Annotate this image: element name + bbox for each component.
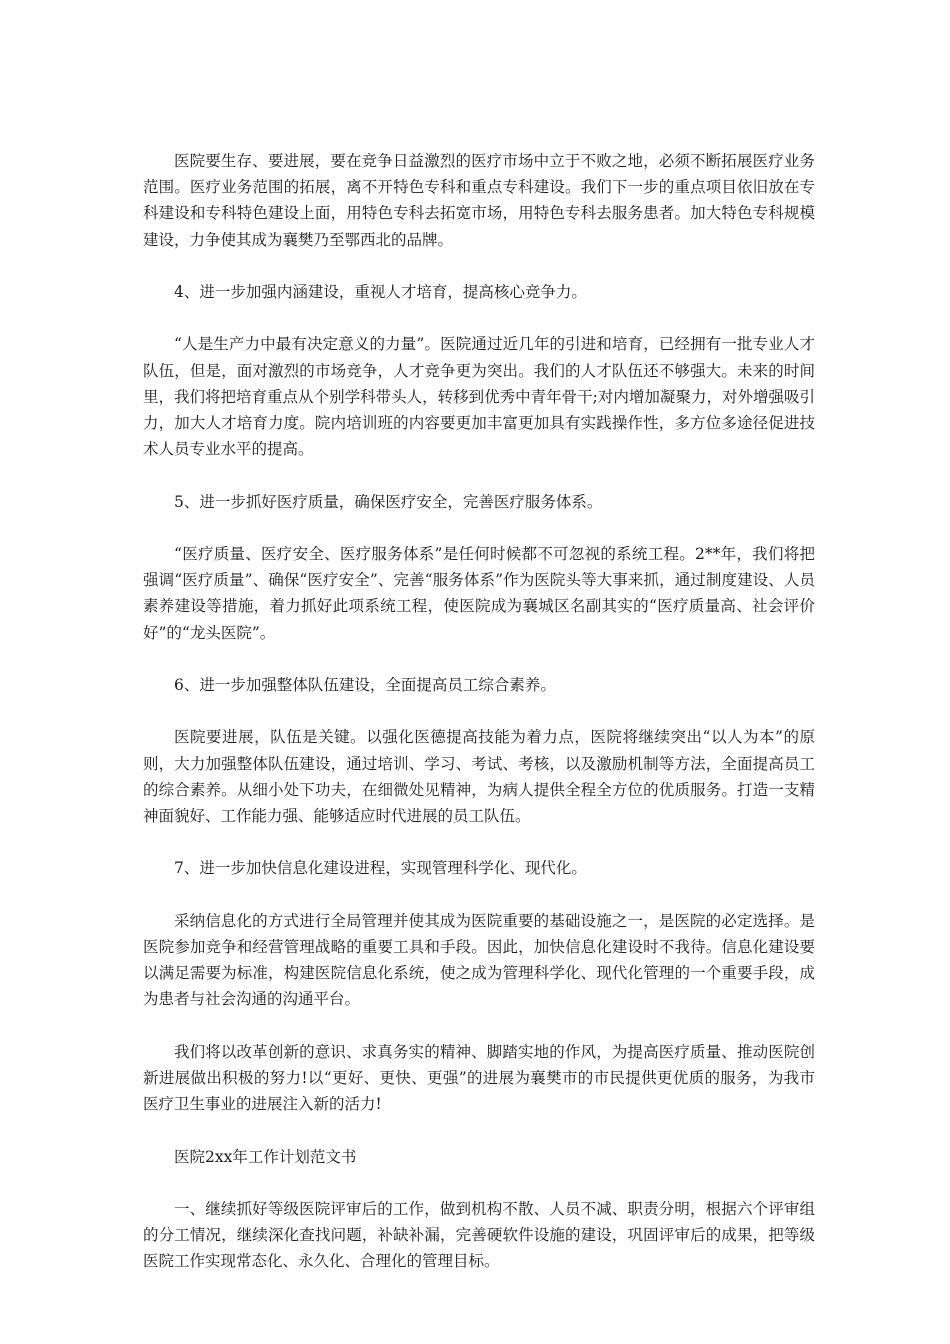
paragraph-conclusion: 我们将以改革创新的意识、求真务实的精神、脚踏实地的作风，为提高医疗质量、推动医院创新进展做出积极的努力!以“更好、更快、更强”的进展为襄樊市的市民提供更优质的服务，为我市医疗卫生事业的进展注入新的活力! [143,1042,815,1114]
section-heading-7: 7、进一步加快信息化建设进程，实现管理科学化、现代化。 [174,859,587,878]
paragraph-team-building: 医院要进展，队伍是关键。以强化医德提高技能为着力点，医院将继续突出“以人为本”的原则，大力加强整体队伍建设，通过培训、学习、考试、考核，以及激励机制等方法，全面提高员工的综合素养。从细小处下功夫，在细微处见精神，为病人提供全程全方位的优质服务。打造一支精神面貌好、工作能力强、能够适应时代进展的员工队伍。 [143,728,815,825]
section-heading-4: 4、进一步加强内涵建设，重视人才培育，提高核心竞争力。 [174,283,587,301]
document-body [143,148,815,1301]
paragraph-informatization: 采纳信息化的方式进行全局管理并使其成为医院重要的基础设施之一，是医院的必定选择。是医院参加竞争和经营管理战略的重要工具和手段。因此，加快信息化建设时不我待。信息化建设要以满足需要为标准，构建医院信息化系统，使之成为管理科学化、现代化管理的一个重要手段，成为患者与社会沟通的沟通平台。 [143,911,815,1009]
document-subtitle: 医院2xx年工作计划范文书 [174,1147,357,1166]
paragraph-medical-quality: “医疗质量、医疗安全、医疗服务体系”是任何时候都不可忽视的系统工程。2**年，我们将把强调“医疗质量”、确保“医疗安全”、完善“服务体系”作为医院头等大事来抓，通过制度建设、人员素养建设等措施，着力抓好此项系统工程，使医院成为襄城区名副其实的“医疗质量高、社会评价好”的“龙头医院”。 [143,544,815,642]
paragraph-grade-review: 一、继续抓好等级医院评审后的工作，做到机构不散、人员不减、职责分明，根据六个评审组的分工情况，继续深化查找问题，补缺补漏，完善硬软件设施的建设，巩固评审后的成果，把等级医院工作实现常态化、永久化、合理化的管理目标。 [143,1199,815,1271]
section-heading-6: 6、进一步加强整体队伍建设，全面提高员工综合素养。 [174,675,556,694]
paragraph-specialty-development: 医院要生存、要进展，要在竞争日益激烈的医疗市场中立于不败之地，必须不断拓展医疗业务范围。医疗业务范围的拓展，离不开特色专科和重点专科建设。我们下一步的重点项目依旧放在专科建设和专科特色建设上面，用特色专科去拓宽市场，用特色专科去服务患者。加大特色专科规模建设，力争使其成为襄樊乃至鄂西北的品牌。 [143,152,815,249]
paragraph-talent: “人是生产力中最有决定意义的力量”。医院通过近几年的引进和培育，已经拥有一批专业人才队伍，但是，面对激烈的市场竞争，人才竞争更为突出。我们的人才队伍还不够强大。未来的时间里，我们将把培育重点从个别学科带头人，转移到优秀中青年骨干;对内增加凝聚力，对外增强吸引力，加大人才培育力度。院内培训班的内容要更加丰富更加具有实践操作性，多方位多途径促进技术人员专业水平的提高。 [143,335,815,459]
section-heading-5: 5、进一步抓好医疗质量，确保医疗安全，完善医疗服务体系。 [174,492,603,511]
